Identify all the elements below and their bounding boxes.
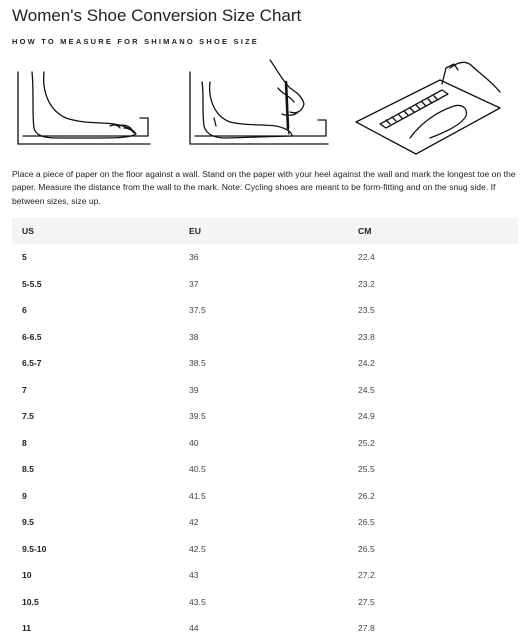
column-header-eu: EU <box>189 218 358 244</box>
page-title: Women's Shoe Conversion Size Chart <box>12 6 302 25</box>
cm-size-cell: 23.8 <box>358 331 375 342</box>
table-header-row <box>12 218 518 244</box>
table-row <box>12 350 518 377</box>
table-row <box>12 589 518 616</box>
table-row <box>12 562 518 589</box>
eu-size-cell: 38 <box>189 331 199 342</box>
us-size-cell: 6 <box>22 305 27 316</box>
us-size-cell: 8.5 <box>22 464 34 475</box>
eu-size-cell: 41.5 <box>189 490 206 501</box>
cm-size-cell: 26.5 <box>358 517 375 528</box>
us-size-cell: 10.5 <box>22 596 39 607</box>
eu-size-cell: 40 <box>189 437 199 448</box>
cm-size-cell: 24.2 <box>358 358 375 369</box>
us-size-cell: 6-6.5 <box>22 331 42 342</box>
us-size-cell: 9 <box>22 490 27 501</box>
measure-paper-icon <box>350 58 505 160</box>
page-subtitle: HOW TO MEASURE FOR SHIMANO SHOE SIZE <box>12 37 259 46</box>
cm-size-cell: 25.5 <box>358 464 375 475</box>
eu-size-cell: 43.5 <box>189 596 206 607</box>
table-row <box>12 377 518 404</box>
cm-size-cell: 23.2 <box>358 278 375 289</box>
us-size-cell: 10 <box>22 570 32 581</box>
us-size-cell: 5 <box>22 252 27 263</box>
us-size-cell: 7 <box>22 384 27 395</box>
table-row <box>12 297 518 324</box>
table-row <box>12 536 518 563</box>
eu-size-cell: 42.5 <box>189 543 206 554</box>
eu-size-cell: 39 <box>189 384 199 395</box>
eu-size-cell: 37 <box>189 278 199 289</box>
eu-size-cell: 44 <box>189 623 199 634</box>
cm-size-cell: 24.9 <box>358 411 375 422</box>
eu-size-cell: 36 <box>189 252 199 263</box>
us-size-cell: 11 <box>22 623 32 634</box>
cm-size-cell: 23.5 <box>358 305 375 316</box>
cm-size-cell: 27.2 <box>358 570 375 581</box>
eu-size-cell: 37.5 <box>189 305 206 316</box>
eu-size-cell: 39.5 <box>189 411 206 422</box>
cm-size-cell: 27.8 <box>358 623 375 634</box>
table-row <box>12 483 518 510</box>
cm-size-cell: 25.2 <box>358 437 375 448</box>
cm-size-cell: 22.4 <box>358 252 375 263</box>
table-row <box>12 271 518 298</box>
cm-size-cell: 26.5 <box>358 543 375 554</box>
table-row <box>12 430 518 457</box>
table-row <box>12 403 518 430</box>
us-size-cell: 5-5.5 <box>22 278 42 289</box>
us-size-cell: 8 <box>22 437 27 448</box>
eu-size-cell: 38.5 <box>189 358 206 369</box>
foot-on-paper-icon <box>14 58 154 160</box>
us-size-cell: 9.5 <box>22 517 34 528</box>
table-row <box>12 244 518 271</box>
us-size-cell: 6.5-7 <box>22 358 42 369</box>
column-header-cm: CM <box>358 218 518 244</box>
table-row <box>12 324 518 351</box>
eu-size-cell: 43 <box>189 570 199 581</box>
us-size-cell: 9.5-10 <box>22 543 47 554</box>
eu-size-cell: 40.5 <box>189 464 206 475</box>
cm-size-cell: 24.5 <box>358 384 375 395</box>
eu-size-cell: 42 <box>189 517 199 528</box>
size-conversion-table <box>12 218 518 642</box>
mark-toe-icon <box>186 58 336 160</box>
table-row <box>12 456 518 483</box>
cm-size-cell: 26.2 <box>358 490 375 501</box>
column-header-us: US <box>12 218 189 244</box>
table-row <box>12 509 518 536</box>
us-size-cell: 7.5 <box>22 411 34 422</box>
cm-size-cell: 27.5 <box>358 596 375 607</box>
measurement-instructions: Place a piece of paper on the floor against a wall. Stand on the paper with your heel against the wall and mark the longest toe on the paper. Measure the distance from the wall to the mark. Note: Cycling shoes are meant to be form-fitting and on the snug side. If between sizes, size up. <box>12 169 516 206</box>
